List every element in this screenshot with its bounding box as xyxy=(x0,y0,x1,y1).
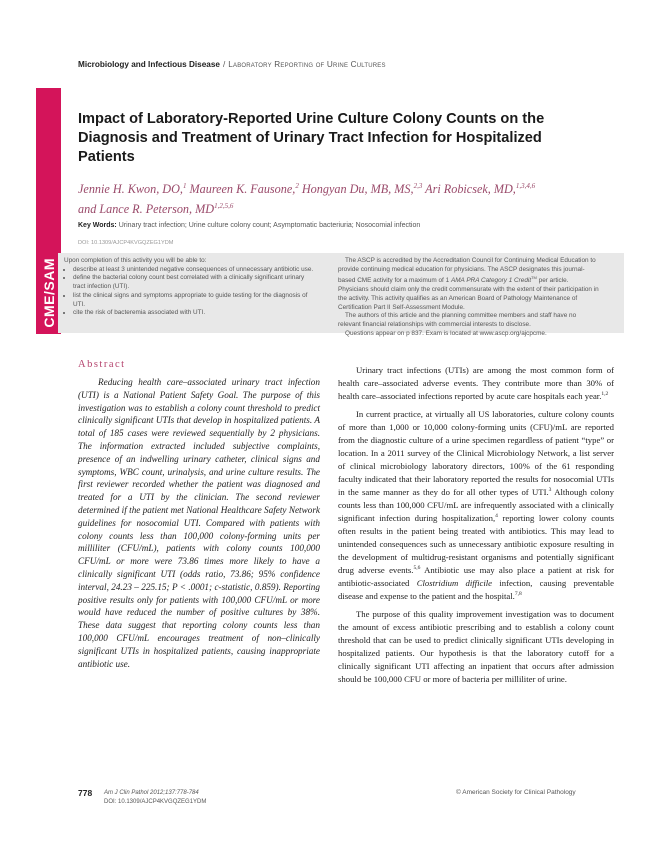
author-4: Ari Robicsek, MD, xyxy=(422,182,516,197)
page-number: 778 xyxy=(78,788,93,798)
author-3: Hongyan Du, MB, MS, xyxy=(298,182,414,197)
footer-doi: DOI: 10.1309/AJCP4KVGQZEG1YDM xyxy=(104,798,207,805)
cme-accreditation-text-end: per article. Physicians should claim only the credit commensurate with the extent of their participation in the activity. This activity qualifies as an American Board of Pathology Maintenance of Certification Part II Self-Assessment Module. xyxy=(338,277,599,311)
intro-text: Urinary tract infections (UTIs) are among the most common form of health care–associated adverse events. They contribute more than 30% of health care–associated infections reported by acute care hospitals each year. xyxy=(338,365,614,401)
author-2-affil: 2 xyxy=(295,182,299,190)
cme-disclosure: The authors of this article and the planning committee members and staff have no relevant financial relationships with commercial interests to disclose. xyxy=(338,312,577,329)
cme-objective-item: • cite the risk of bacteremia associated with UTI. xyxy=(73,309,314,318)
keywords xyxy=(78,222,638,229)
author-3-affil: 2,3 xyxy=(413,182,423,190)
cme-credit-tm: TM xyxy=(531,275,537,281)
intro-text: reporting lower colony counts often results in the patient being treated with antibiotics. This may lead to unintended consequences such as unnecessary antibiotic exposure resulting in the development of multidrug-resistant organisms and potentially significant drug adverse events. xyxy=(338,513,614,575)
author-4-affil: 1,3,4,6 xyxy=(515,182,536,190)
keywords-label: Key Words: xyxy=(78,222,117,229)
intro-text: Antibiotic use may also place a patient at risk for antibiotic-associated xyxy=(338,565,614,588)
article-title: Impact of Laboratory-Reported Urine Culture Colony Counts on the Diagnosis and Treatment of Urinary Tract Infection for Hospitalized Patients xyxy=(78,111,545,165)
organism-name: Clostridium difficile xyxy=(416,578,493,588)
abstract-paragraph: Reducing health care–associated urinary tract infection (UTI) is a National Patient Safety Goal. The purpose of this investigation was to establish a colony count threshold to predict clinically significant UTIs that develop in hospitalized patients. A total of 185 cases were reviewed sequentially by 2 physicians. The information extracted included subjective complaints, presence of an indwelling urinary catheter, clinical signs and symptoms, WBC count, urinalysis, and urine culture results. The first reviewer recorded whether the patient was diagnosed and treated for a UTI by the clinician. The second reviewer determined if the patient met National Healthcare Safety Network guidelines for nosocomial UTI. Compared with patients with colony counts less than 100,000 colony-forming units per milliliter (CFU/mL), patients with colony counts 100,000 CFU/mL or more were 73.86 times more likely to have a clinically significant UTI (odds ratio, 73.86; 95% confidence interval, 24.23 – 225.15; P < .0001; c-statistic, 0.859). Reporting positive results only for patients with 100,000 CFU/mL or more would have reduced the number of positive cultures by 38%. These data suggest that reporting colony counts less than 100,000 CFU/mL encourages treatment of non–clinically significant UTIs in hospitalized patients, causing inappropriate antibiotic use. xyxy=(78,377,320,669)
cme-accreditation xyxy=(338,257,600,338)
author-5: and Lance R. Peterson, MD xyxy=(78,202,215,217)
intro-paragraph-1 xyxy=(338,364,614,403)
citation: 7,8 xyxy=(514,591,522,598)
author-list xyxy=(78,178,618,218)
intro-paragraph-3: The purpose of this quality improvement investigation was to document the amount of excess antibiotic prescribing and to establish a colony count threshold that can be used to predict clinically significant UTIs developing in hospitalized patients. Our hypothesis is that the laboratory cutoff for a clinically significant UTI affecting an inpatient that occurs after admission should be 100,000 CFU or more of bacteria per milliliter of urine. xyxy=(338,609,614,684)
author-5-affil: 1,2,5,6 xyxy=(214,202,234,211)
citation: 3 xyxy=(548,487,552,494)
cme-objectives-list xyxy=(64,266,314,318)
copyright: © American Society for Clinical Pathology xyxy=(456,789,576,796)
intro-text: Although colony counts less than 100,000 CFU/mL are infrequently associated with a clinically significant infection during hospitalization, xyxy=(338,487,614,523)
cme-objective-item: • describe at least 3 unintended negative consequences of unnecessary antibiotic use. xyxy=(73,266,314,275)
running-head-separator: / xyxy=(222,60,226,69)
intro-text: In current practice, at virtually all US laboratories, culture colony counts of more than 1,000 or 10,000 colony-forming units (CFU)/mL are reported from the diagnostic culture of a urine specimen regardless of patient “type” or location. In a 2011 survey of the Clinical Microbiology Network, a list server of clinical microbiology laboratory directors, 100% of the 61 responding faculty indicated that their laboratory reported the results for nosocomial UTIs in the same manner as they do for all other types of UTI. xyxy=(338,409,614,497)
citation: 5,6 xyxy=(413,565,421,572)
abstract-heading: Abstract xyxy=(78,359,126,370)
cme-objectives xyxy=(64,257,314,318)
keywords-text: Urinary tract infection; Urine culture colony count; Asymptomatic bacteriuria; Nosocomial infection xyxy=(116,222,421,229)
doi-top: DOI: 10.1309/AJCP4KVGQZEG1YDM xyxy=(78,240,174,246)
intro-text: infection, causing preventable disease and expense to the patient and the hospital. xyxy=(338,578,615,601)
cme-accreditation-text: The ASCP is accredited by the Accreditation Council for Continuing Medical Education to provide continuing medical education for physicians. The ASCP designates this journal-based CME activity for a maximum of 1 xyxy=(338,257,596,285)
running-head-subsection: Laboratory Reporting of Urine Cultures xyxy=(228,60,386,69)
citation: 1,2 xyxy=(601,391,609,398)
journal-reference: Am J Clin Pathol 2012;137:778-784 xyxy=(104,790,199,796)
cme-accreditation-p1 xyxy=(338,257,600,312)
running-head xyxy=(78,60,386,69)
cme-side-tab-label: CME/SAM xyxy=(40,258,57,328)
cme-objectives-intro: Upon completion of this activity you will be able to: xyxy=(64,257,207,264)
cme-objective-item: • list the clinical signs and symptoms appropriate to guide testing for the diagnosis of UTI. xyxy=(73,292,314,309)
author-1-affil: 1 xyxy=(182,182,187,190)
author-2: Maureen K. Fausone, xyxy=(186,182,296,197)
author-1: Jennie H. Kwon, DO, xyxy=(78,182,183,197)
journal-citation xyxy=(104,789,206,806)
abstract-body xyxy=(78,376,320,670)
citation: 4 xyxy=(495,513,498,520)
cme-credit-em: AMA PRA Category 1 Credit xyxy=(450,277,532,285)
cme-questions: Questions appear on p 837. Exam is located at www.ascp.org/ajcpcme. xyxy=(345,329,547,337)
cme-objective-item: • define the bacterial colony count best correlated with a clinically significant urinary tract infection (UTI). xyxy=(73,274,314,291)
intro-column xyxy=(338,364,614,691)
running-head-section: Microbiology and Infectious Disease xyxy=(78,60,220,69)
intro-paragraph-2 xyxy=(338,408,614,603)
